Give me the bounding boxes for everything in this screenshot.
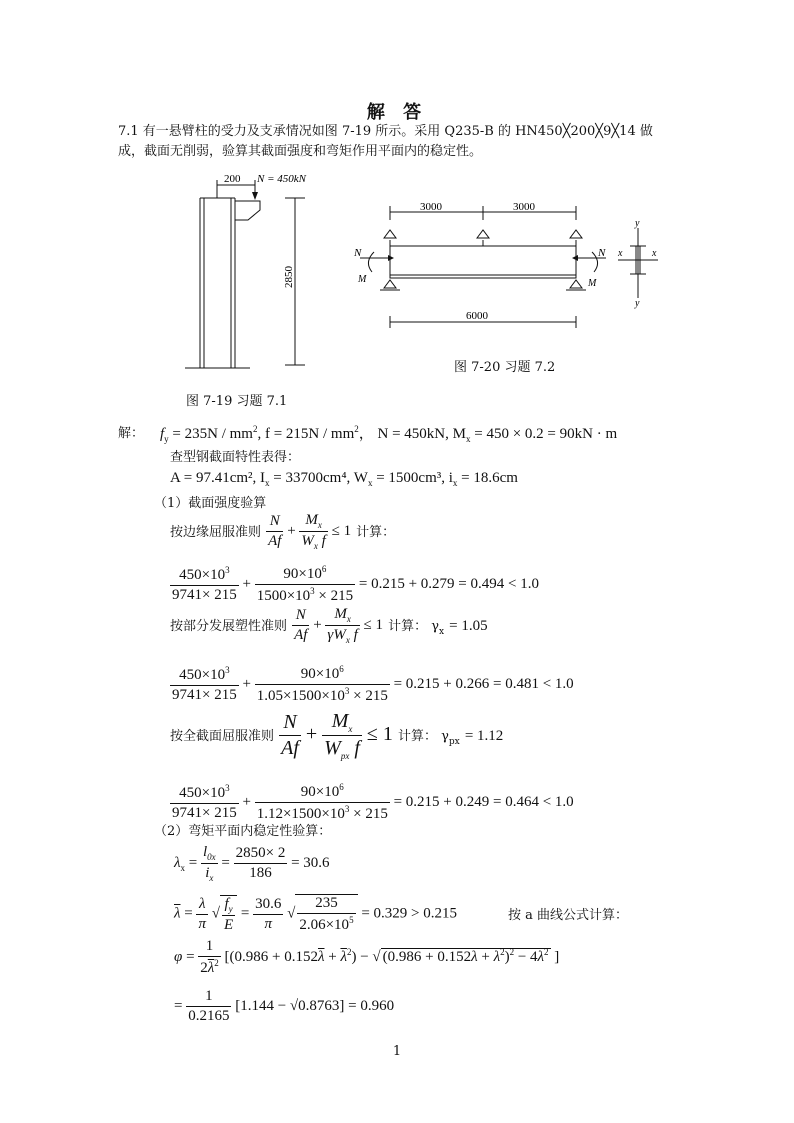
fig2-span-label: 6000 [466, 310, 488, 322]
problem-line-1: 7.1 有一悬臂柱的受力及支承情况如图 7-19 所示。采用 Q235-B 的 HN450╳200╳9╳14 做 [118, 124, 653, 139]
criterion-2-row: 按部分发展塑性准则 $\frac{N}{Af}$ + $\frac{M_x}{\gamma W_x f}$ ≤ 1 计算： $\gamma_x = 1.05$ [170, 606, 488, 645]
section-1-heading: （1）截面强度验算 [154, 496, 267, 511]
fig2-n-left: N [354, 247, 362, 259]
equation-3: $\frac{450\times 10^3}{9741\times 215}$ + $\frac{90\times 10^6}{1.12\times 1500\times 10^3 \times 215}$ = 0.215 + 0.249 = 0.464 < 1.0 [172, 782, 574, 822]
fy-symbol: f [160, 426, 165, 442]
criterion-1-row: 按边缘屈服准则 $\frac{N}{Af}$ + $\frac{M_x}{W_x f}$ ≤ 1 计算： [170, 512, 396, 551]
fig1-load-label: N = 450kN [257, 173, 306, 185]
equation-1: $\frac{450\times 10^3}{9741\times 215}$ + $\frac{90\times 10^6}{1500\times 10^3 \times 215}$ = 0.215 + 0.279 = 0.494 < 1.0 [172, 564, 539, 604]
solution-label: 解： [118, 426, 145, 441]
fig2-dim-right: 3000 [513, 201, 535, 213]
equation-phi: φ = $\frac{1}{2\overline{\lambda}^2}$ [$(0.986 + 0.152\overline{\lambda} + \overline{\lambda}^2)$ − √ $(0.986 + 0.152\overline{\lambda} + \overline{\lambda}^2)^2 - 4\overline{\lambda}^2$ ] [174, 938, 560, 976]
lambda-bar-result: = 0.329 > 0.215 [361, 905, 457, 922]
table-note: 查型钢截面特性表得： [170, 450, 301, 465]
section-properties: A = 97.41cm², $I_x = 33700cm^4$, $W_x = 1500cm^3$, $i_x = 18.6cm$ [170, 470, 518, 488]
fig1-height-label: 2850 [283, 266, 295, 288]
page-number: 1 [392, 1044, 402, 1059]
fig2-axis-y-top: y [635, 218, 640, 229]
gamma-x-label: 计算： γ [388, 619, 439, 634]
f-value: , f = 215N / mm [257, 426, 355, 442]
prop-wx: = 1500cm³, i [376, 470, 453, 486]
solution-line-1: $f_y = 235N / mm^2$, $f = 215N / mm^2$， N = 450kN, $M_x = 450 \times 0.2 = 90kN \cdot m$ [160, 424, 618, 444]
equation-lambda-bar: $\overline{\lambda}$ = $\frac{\lambda}{\pi}$ √ $\frac{f_y}{E}$ = $\frac{30.6}{\pi}$ √ $\frac{235}{2.06\times 10^5}$ = 0.329 > 0.215 [174, 895, 457, 933]
figure-7-20-caption: 图 7-20 习题 7.2 [454, 360, 556, 375]
calc-suffix-1: 计算： [356, 525, 396, 540]
gamma-x-value: = 1.05 [449, 618, 488, 634]
fig2-axis-x-left: x [618, 248, 623, 259]
problem-line-2: 成，截面无削弱，验算其截面强度和弯矩作用平面内的稳定性。 [118, 144, 483, 159]
mx-value: = 450 × 0.2 = 90kN · m [474, 426, 618, 442]
lambda-result: = 30.6 [291, 854, 330, 871]
phi-bracket: [1.144 − √0.8763] [235, 997, 345, 1014]
equation-2-result: = 0.215 + 0.266 = 0.481 < 1.0 [393, 675, 574, 692]
curve-note: 按 a 曲线公式计算： [508, 908, 629, 923]
criterion-3-label: 按全截面屈服准则 [170, 729, 275, 744]
fig2-dim-left: 3000 [420, 201, 442, 213]
fig2-n-right: N [598, 247, 606, 259]
prop-ix: = 33700cm⁴, W [273, 470, 368, 486]
equation-3-result: = 0.215 + 0.249 = 0.464 < 1.0 [393, 793, 574, 810]
criterion-3-row: 按全截面屈服准则 $\frac{N}{Af}$ + $\frac{M_x}{W_{px} f}$ ≤ 1 计算： $\gamma_{px} = 1.12$ [170, 710, 504, 761]
prop-radius: = 18.6cm [461, 470, 518, 486]
equation-lambda: $\lambda_x$ = $\frac{l_{0x}}{i_x}$ = $\frac{2850\times 2}{186}$ = 30.6 [174, 844, 330, 883]
equation-2: $\frac{450\times 10^3}{9741\times 215}$ + $\frac{90\times 10^6}{1.05\times 1500\times 10^3 \times 215}$ = 0.215 + 0.266 = 0.481 < 1.0 [172, 664, 574, 704]
fig1-dim-top: 200 [224, 173, 241, 185]
figure-7-19-cantilever-column [180, 168, 320, 378]
equation-1-result: = 0.215 + 0.279 = 0.494 < 1.0 [358, 575, 539, 592]
prop-area: A = 97.41cm², I [170, 470, 266, 486]
fig2-m-left: M [358, 274, 367, 285]
fy-value: = 235N / mm [172, 426, 253, 442]
gamma-px-value: = 1.12 [464, 728, 504, 744]
fig2-m-right: M [588, 278, 597, 289]
figure-7-19-caption: 图 7-19 习题 7.1 [186, 394, 288, 409]
page-title: 解 答 [366, 102, 428, 123]
figure-7-20-beam-column [350, 198, 670, 338]
criterion-2-label: 按部分发展塑性准则 [170, 619, 288, 634]
criterion-1-label: 按边缘屈服准则 [170, 525, 262, 540]
equation-phi-result: = $\frac{1}{0.2165}$ [1.144 − √0.8763] = 0.960 [174, 988, 395, 1024]
phi-result: = 0.960 [348, 997, 395, 1014]
section-2-heading: （2）弯矩平面内稳定性验算： [154, 824, 332, 839]
gamma-px-label: 计算： γ [397, 729, 449, 744]
fig2-axis-x-right: x [652, 248, 657, 259]
n-value: ， N = 450kN, M [358, 426, 466, 442]
fig2-axis-y-bottom: y [635, 298, 640, 309]
